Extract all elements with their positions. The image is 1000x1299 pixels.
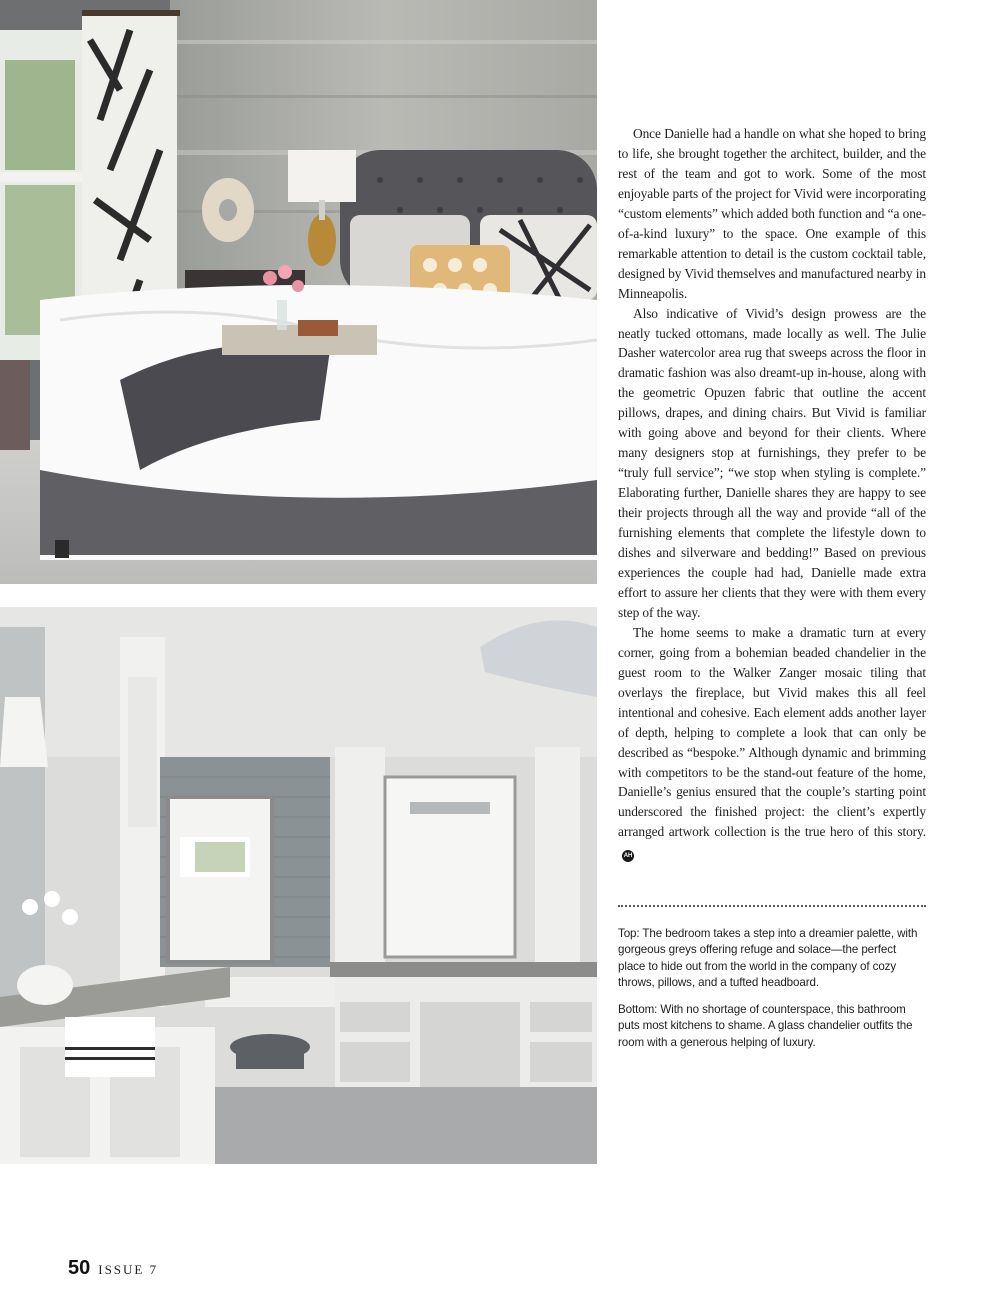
caption-bottom: Bottom: With no shortage of counterspace, this bathroom puts most kitchens to shame. A glass chandelier outfits the room with a generous helping of luxury.	[618, 1003, 913, 1049]
article-paragraph-2: Also indicative of Vivid’s design prowess are the neatly tucked ottomans, made locally as well. The Julie Dasher watercolor area rug that sweeps across the floor in dramatic fashion was also dreamt-up in-house, along with the geometric Opuzen fabric that outline the accent pillows, drapes, and dining chairs. But Vivid is familiar with going above and beyond for their clients. Where many designers stop at furnishings, they prefer to be “truly full service”; “we stop when styling is complete.” Elaborating further, Danielle shares they are happy to see their projects through all the way and provide “all of the furnishing elements that complete the lifestyle down to dishes and silverware and bedding!” Based on previous experiences the couple had had, Danielle made extra effort to assure her clients that they were with them every step of the way.	[618, 305, 926, 620]
bathroom-photo	[0, 607, 597, 1164]
caption-top: Top: The bedroom takes a step into a dreamier palette, with gorgeous greys offering refuge and solace—the perfect place to hide out from the world in the company of cozy throws, pillows, and a tufted headboard.	[618, 927, 918, 989]
end-of-article-mark-icon: AH	[622, 850, 634, 862]
photo-captions	[618, 926, 926, 1062]
caption-divider	[618, 905, 926, 907]
article-paragraph-3-text: The home seems to make a dramatic turn at every corner, going from a bohemian beaded chandelier in the guest room to the Walker Zanger mosaic tiling that overlays the fireplace, but Vivid makes this all feel intentional and cohesive. Each element adds another layer of depth, helping to complete a look that can only be described as “bespoke.” Although dynamic and brimming with competitors to be the stand-out feature of the home, Danielle’s genius ensured that the couple’s starting point underscored the finished project: the client’s expertly arranged artwork collection is the true hero of this story.	[618, 624, 926, 840]
issue-label: ISSUE 7	[98, 1262, 159, 1277]
article-body	[618, 124, 926, 862]
article-paragraph-1: Once Danielle had a handle on what she hoped to bring to life, she brought together the architect, builder, and the rest of the team and got to work. Some of the most enjoyable parts of the project for Vivid were incorporating “custom elements” which added both function and “a one-of-a-kind luxury” to the space. One example of this remarkable attention to detail is the custom cocktail table, designed by Vivid themselves and manufactured nearby in Minneapolis.	[618, 126, 926, 301]
page-number: 50	[68, 1257, 91, 1279]
page-folio	[68, 1257, 158, 1280]
bedroom-photo	[0, 0, 597, 584]
article-paragraph-3	[618, 623, 926, 862]
